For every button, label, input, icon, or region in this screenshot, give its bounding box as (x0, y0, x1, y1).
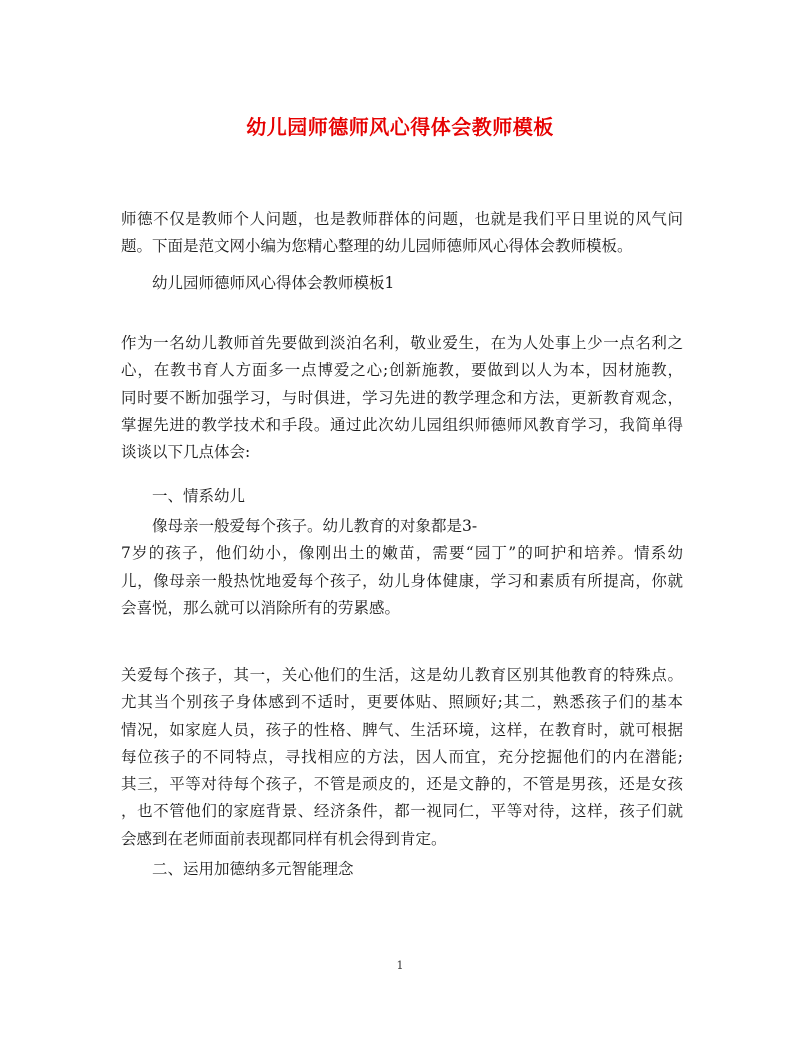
document-title: 幼儿园师德师风心得体会教师模板 (246, 115, 554, 139)
text-line: 尤其当个别孩子身体感到不适时，更要体贴、照顾好;其二，熟悉孩子们的基本 (121, 693, 683, 712)
text-line: 每位孩子的不同特点，寻找相应的方法，因人而宜，充分挖掘他们的内在潜能; (121, 747, 683, 766)
text-line: 题。下面是范文网小编为您精心整理的幼儿园师德师风心得体会教师模板。 (121, 237, 633, 256)
text-line: ，也不管他们的家庭背景、经济条件，都一视同仁，平等对待，这样，孩子们就 (121, 802, 683, 821)
text-line: 同时要不断加强学习，与时俱进，学习先进的教学理念和方法，更新教育观念， (121, 388, 683, 407)
intro-paragraph (121, 206, 683, 261)
page-number: 1 (396, 959, 404, 972)
text-line: 二、运用加德纳多元智能理念 (152, 860, 354, 878)
text-line: 像母亲一般爱每个孩子。幼儿教育的对象都是3- (152, 517, 478, 535)
text-line: 心，在教书育人方面多一点博爱之心;创新施教，要做到以人为本，因材施教， (121, 361, 683, 380)
body-paragraph (121, 662, 683, 853)
text-line: 谈谈以下几点体会: (121, 443, 251, 462)
text-line: 7岁的孩子，他们幼小，像刚出土的嫩苗，需要“园丁”的呵护和培养。情系幼 (121, 544, 683, 563)
text-line: 会喜悦，那么就可以消除所有的劳累感。 (121, 598, 401, 617)
text-line: 作为一名幼儿教师首先要做到淡泊名利，敬业爱生，在为人处事上少一点名利之 (121, 334, 683, 352)
text-line: 幼儿园师德师风心得体会教师模板1 (152, 274, 395, 292)
body-paragraph (121, 513, 683, 622)
text-line: 师德不仅是教师个人问题，也是教师群体的问题，也就是我们平日里说的风气问 (121, 210, 683, 228)
text-line: 儿，像母亲一般热忱地爱每个孩子，幼儿身体健康，学习和素质有所提高，你就 (121, 571, 683, 590)
text-line: 情况，如家庭人员，孩子的性格、脾气、生活环境，这样，在教育时，就可根据 (121, 720, 683, 739)
text-line: 一、情系幼儿 (152, 487, 246, 505)
body-paragraph (121, 330, 683, 466)
text-line: 会感到在老师面前表现都同样有机会得到肯定。 (121, 829, 447, 848)
text-line: 掌握先进的教学技术和手段。通过此次幼儿园组织师德师风教育学习，我简单得 (121, 415, 683, 434)
text-line: 其三，平等对待每个孩子，不管是顽皮的，还是文静的，不管是男孩，还是女孩 (121, 775, 683, 794)
section-heading (121, 483, 683, 510)
section-heading (121, 856, 683, 883)
section-subheading (121, 270, 683, 297)
text-line: 关爱每个孩子，其一，关心他们的生活，这是幼儿教育区别其他教育的特殊点。 (121, 666, 683, 684)
